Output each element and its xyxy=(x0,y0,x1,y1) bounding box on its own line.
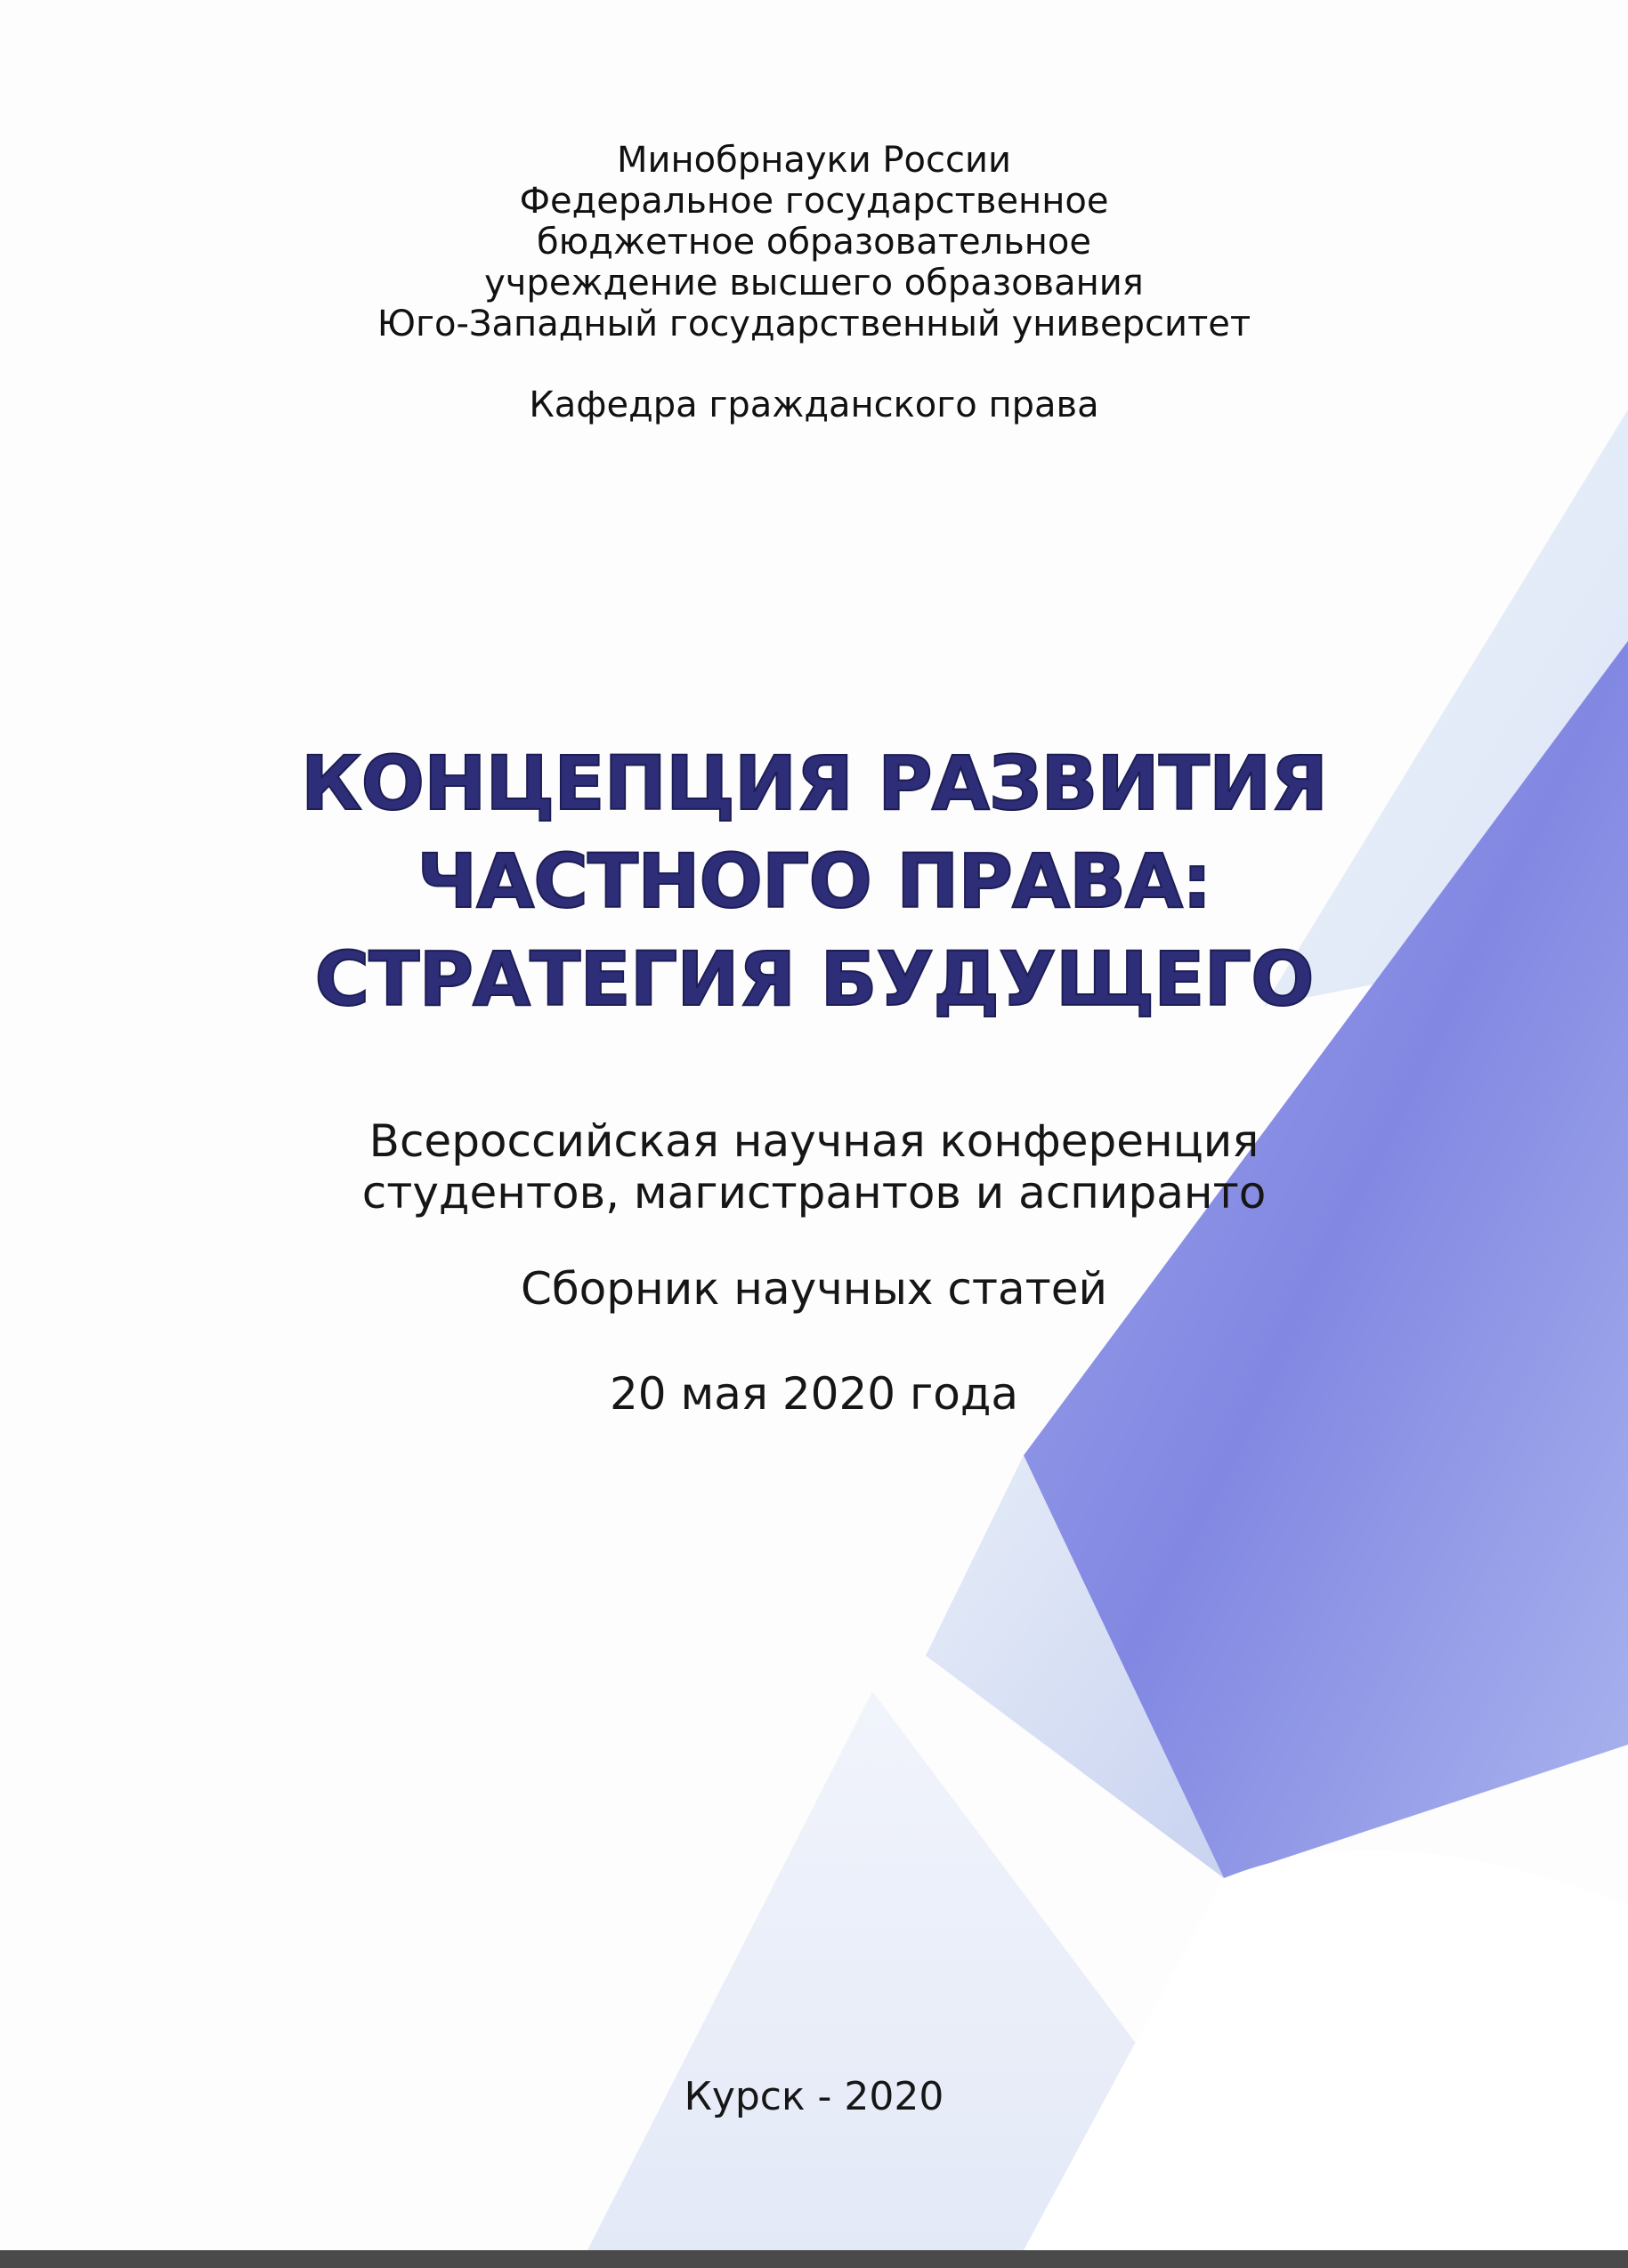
institution-type-line-2: бюджетное образовательное xyxy=(536,222,1092,263)
ministry-line: Минобрнауки России xyxy=(617,140,1011,181)
institution-type-line: Федеральное государственное xyxy=(519,181,1109,222)
conference-line-2: студентов, магистрантов и аспиранто xyxy=(361,1167,1267,1219)
book-title-line-1: КОНЦЕПЦИЯ РАЗВИТИЯ xyxy=(301,740,1327,827)
conference-date: 20 мая 2020 года xyxy=(609,1368,1019,1420)
university-name: Юго-Западный государственный университет xyxy=(377,304,1251,344)
scan-bottom-edge xyxy=(0,2250,1628,2268)
institution-type-line-3: учреждение высшего образования xyxy=(484,263,1144,304)
city-year: Курск - 2020 xyxy=(684,2074,944,2119)
department-name: Кафедра гражданского права xyxy=(529,385,1099,425)
conference-line-1: Всероссийская научная конференция xyxy=(369,1115,1259,1167)
book-title-line-2: ЧАСТНОГО ПРАВА: xyxy=(417,838,1211,925)
book-title-line-3: СТРАТЕГИЯ БУДУЩЕГО xyxy=(314,936,1314,1023)
collection-label: Сборник научных статей xyxy=(520,1263,1108,1315)
